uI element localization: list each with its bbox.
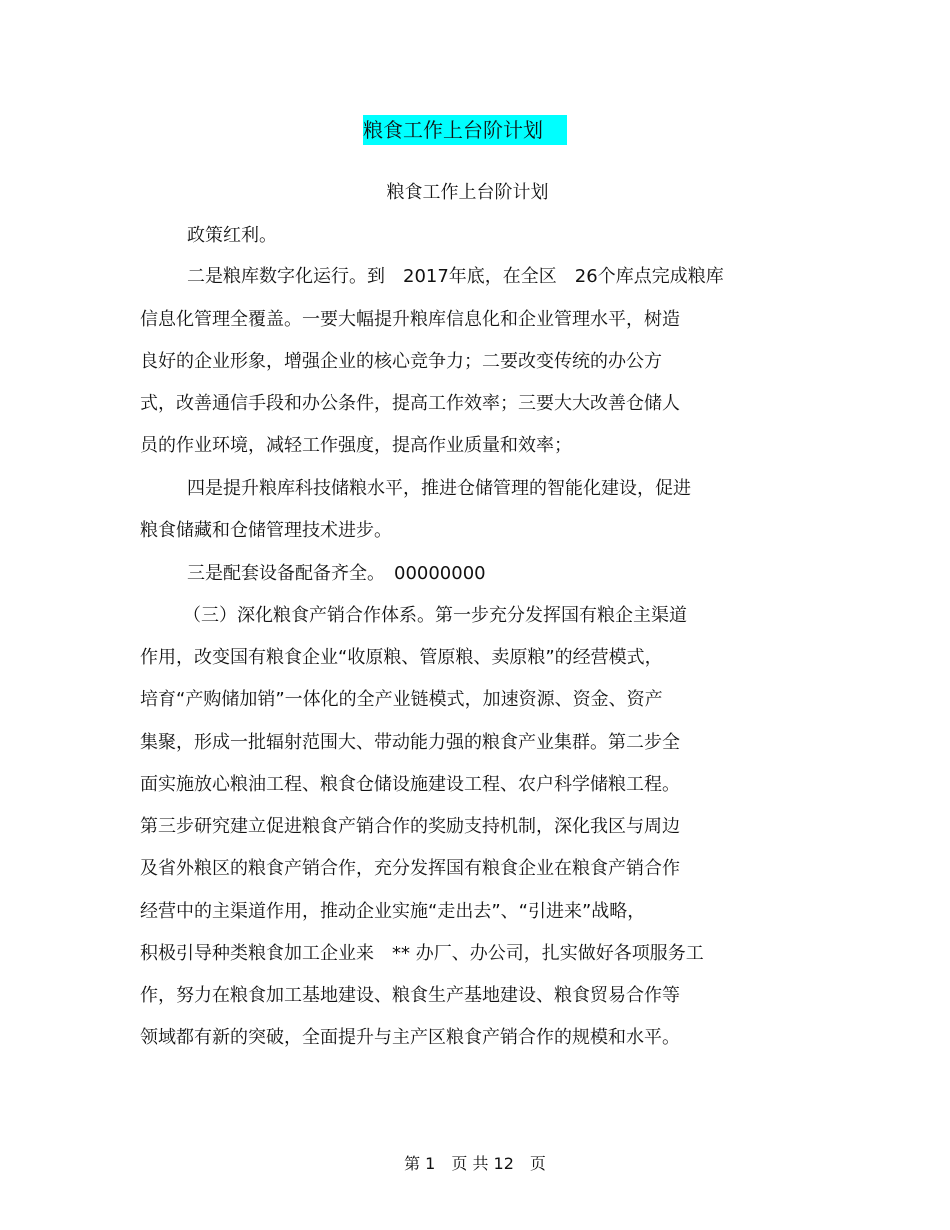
- paragraph-line: 粮食储藏和仓储管理技术进步。: [140, 520, 392, 541]
- paragraph-line: 及省外粮区的粮食产销合作，充分发挥国有粮食企业在粮食产销合作: [140, 858, 680, 879]
- paragraph-line: 信息化管理全覆盖。一要大幅提升粮库信息化和企业管理水平，树造: [140, 309, 680, 330]
- page-number: 第 1 页 共 12 页: [404, 1154, 546, 1173]
- paragraph-line: 面实施放心粮油工程、粮食仓储设施建设工程、农户科学储粮工程。: [140, 774, 680, 795]
- paragraph-line: 良好的企业形象，增强企业的核心竞争力；二要改变传统的办公方: [140, 351, 662, 372]
- title-wrapper: [0, 115, 950, 145]
- paragraph-line: 作，努力在粮食加工基地建设、粮食生产基地建设、粮食贸易合作等: [140, 985, 680, 1006]
- document-subtitle: 粮食工作上台阶计划: [386, 182, 549, 203]
- paragraph-line: 三是配套设备配备齐全。 00000000: [187, 563, 486, 584]
- paragraph-line: 第三步研究建立促进粮食产销合作的奖励支持机制，深化我区与周边: [140, 816, 680, 837]
- paragraph-line: 二是粮库数字化运行。到 2017年底，在全区 26个库点完成粮库: [187, 266, 724, 287]
- paragraph-line: 集聚，形成一批辐射范围大、带动能力强的粮食产业集群。第二步全: [140, 732, 680, 753]
- paragraph-line: 作用，改变国有粮食企业“收原粮、管原粮、卖原粮”的经营模式，: [140, 647, 663, 668]
- paragraph-line: 式，改善通信手段和办公条件，提高工作效率；三要大大改善仓储人: [140, 393, 680, 414]
- paragraph-line: 员的作业环境，减轻工作强度，提高作业质量和效率；: [140, 435, 572, 456]
- paragraph-line: 四是提升粮库科技储粮水平，推进仓储管理的智能化建设，促进: [187, 478, 691, 499]
- paragraph-line: 政策红利。: [187, 225, 277, 246]
- paragraph-line: 领域都有新的突破，全面提升与主产区粮食产销合作的规模和水平。: [140, 1027, 680, 1048]
- paragraph-line: 经营中的主渠道作用，推动企业实施“走出去”、“引进来”战略，: [140, 901, 646, 922]
- document-title: 粮食工作上台阶计划: [363, 115, 567, 145]
- paragraph-line: 培育“产购储加销”一体化的全产业链模式，加速资源、资金、资产: [140, 689, 663, 710]
- paragraph-line: （三）深化粮食产销合作体系。第一步充分发挥国有粮企主渠道: [183, 605, 687, 626]
- paragraph-line: 积极引导种类粮食加工企业来 ** 办厂、办公司，扎实做好各项服务工: [140, 943, 704, 964]
